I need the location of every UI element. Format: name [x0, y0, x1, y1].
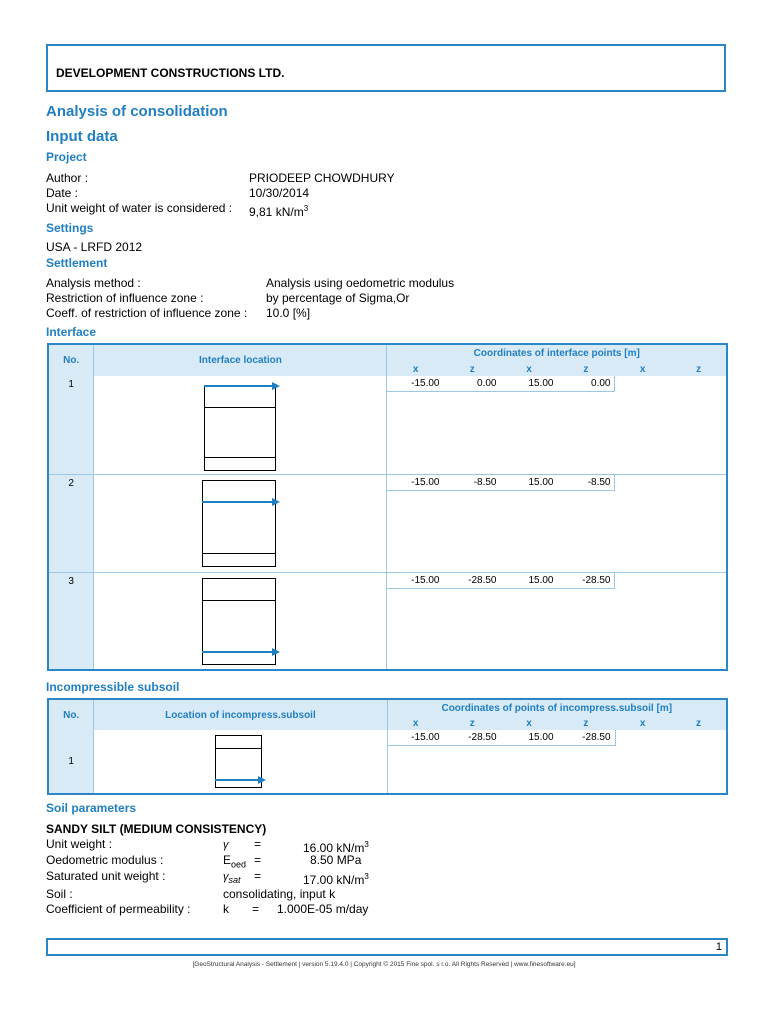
interface-3-diagram: [94, 573, 388, 671]
coord-z2: 0.00: [591, 378, 611, 389]
incompress-diagram: [94, 730, 387, 794]
axis-x2: x: [501, 362, 558, 376]
axis-x1: x: [387, 716, 444, 730]
coord-z2: -28.50: [582, 574, 611, 586]
unit-weight-symbol: γ: [223, 839, 229, 851]
incompress-1-diagram: [94, 730, 388, 794]
interface-diagram: [94, 376, 387, 474]
coords-cell: [387, 474, 727, 572]
axis-z2: z: [557, 716, 614, 730]
page-number: 1: [715, 941, 722, 953]
soil-type-value: consolidating, input k: [223, 887, 336, 901]
copyright-footer: [GeoStructural Analysis - Settlement | version 5.19.4.0 | Copyright © 2015 Fine spol. s r.o. All Rights Reserved | www.finesoftware.eu]: [192, 961, 576, 968]
date-value: 10/30/2014: [249, 186, 310, 200]
saturated-weight-label: Saturated unit weight :: [46, 869, 166, 883]
permeability-eq: =: [252, 902, 260, 916]
interface-2-diagram: [94, 475, 388, 573]
coord-z1: 0.00: [477, 378, 497, 389]
permeability-symbol: k: [223, 902, 229, 916]
oedometric-label: Oedometric modulus :: [46, 853, 164, 867]
coords-cell: [387, 376, 727, 474]
date-label: Date :: [46, 186, 79, 200]
saturated-weight-value: 17.00 $kN/m^3$: [303, 872, 369, 887]
coord-x2: 15.00: [528, 732, 554, 743]
coord-z2: -8.50: [587, 476, 611, 488]
axis-x1: x: [387, 362, 444, 376]
axis-z2: z: [557, 362, 614, 376]
coord-x1: -15.00: [411, 732, 440, 743]
col-interface-location: Interface location: [94, 344, 387, 376]
interface-diagram: [94, 572, 387, 670]
axis-x3: x: [614, 362, 671, 376]
coord-x1: -15.00: [411, 378, 440, 389]
saturated-weight-eq: =: [254, 869, 262, 883]
author-label: Author :: [46, 171, 89, 185]
oedometric-eq: =: [254, 853, 262, 867]
coords-cell: [387, 730, 727, 794]
soil-type-label: Soil :: [46, 887, 73, 901]
table-row: [48, 474, 727, 572]
heading-soil-parameters: Soil parameters: [46, 801, 137, 815]
axis-z1: z: [444, 716, 501, 730]
method-label: Analysis method :: [46, 276, 141, 290]
section-input-data: Input data: [46, 128, 118, 145]
company-header-box: [46, 44, 726, 92]
coord-z1: -28.50: [468, 732, 497, 743]
company-name: DEVELOPMENT CONSTRUCTIONS LTD.: [56, 66, 285, 80]
saturated-weight-symbol: $\gamma_{sat}$: [223, 871, 241, 886]
row-no: 2: [48, 474, 94, 572]
heading-interface: Interface: [46, 325, 97, 339]
restriction-value: by percentage of Sigma,Or: [266, 291, 410, 305]
page-title: Analysis of consolidation: [46, 103, 228, 120]
coord-x1: -15.00: [411, 574, 440, 586]
coord-x1: -15.00: [411, 476, 440, 488]
heading-settlement: Settlement: [46, 256, 108, 270]
row-no: 3: [48, 572, 94, 670]
coord-x2: 15.00: [528, 574, 554, 586]
unit-weight-value: 16.00 $kN/m^3$: [303, 840, 369, 855]
heading-incompressible-subsoil: Incompressible subsoil: [46, 680, 180, 694]
col-no: No.: [48, 344, 94, 376]
soil-name: SANDY SILT (MEDIUM CONSISTENCY): [46, 822, 267, 836]
axis-z3: z: [671, 362, 727, 376]
row-no: 1: [48, 376, 94, 474]
table-row: [48, 376, 727, 474]
col-no: No.: [48, 699, 94, 730]
row-no: 1: [48, 730, 94, 794]
oedometric-symbol: $E_{oed}$: [223, 853, 247, 870]
table-row: [48, 572, 727, 670]
col-coordinates: Coordinates of interface points [m]: [387, 344, 727, 362]
heading-project: Project: [46, 150, 87, 164]
restriction-label: Restriction of influence zone :: [46, 291, 204, 305]
axis-x3: x: [614, 716, 671, 730]
coeff-value: 10.0 [%]: [266, 306, 311, 320]
col-incompress-location: Location of incompress.subsoil: [94, 699, 387, 730]
incompressible-table: [47, 698, 728, 795]
coords-cell: [387, 572, 727, 670]
method-value: Analysis using oedometric modulus: [266, 276, 455, 290]
coord-z1: -28.50: [468, 574, 497, 586]
permeability-value: 1.000E-05 m/day: [277, 902, 369, 916]
col-coordinates: Coordinates of points of incompress.subsoil [m]: [387, 699, 727, 716]
heading-settings: Settings: [46, 221, 94, 235]
unit-weight-eq: =: [254, 837, 262, 851]
oedometric-value: 8.50 MPa: [310, 853, 362, 867]
interface-diagram: [94, 474, 387, 572]
settings-value: USA - LRFD 2012: [46, 240, 143, 254]
coeff-label: Coeff. of restriction of influence zone :: [46, 306, 248, 320]
table-row: [48, 730, 727, 794]
interface-table: [47, 343, 728, 671]
permeability-label: Coefficient of permeability :: [46, 902, 191, 916]
axis-z1: z: [444, 362, 501, 376]
author-value: PRIODEEP CHOWDHURY: [249, 171, 395, 185]
coord-z2: -28.50: [582, 732, 611, 743]
coord-x2: 15.00: [528, 476, 554, 488]
axis-x2: x: [501, 716, 558, 730]
unit-weight-label: Unit weight :: [46, 837, 113, 851]
water-weight-label: Unit weight of water is considered :: [46, 201, 233, 215]
water-weight-value: 9,81 $kN/m^3$: [249, 204, 309, 219]
interface-1-diagram: [94, 376, 388, 474]
coord-x2: 15.00: [528, 378, 554, 389]
axis-z3: z: [671, 716, 727, 730]
page-footer-box: [46, 938, 728, 956]
coord-z1: -8.50: [473, 476, 497, 488]
